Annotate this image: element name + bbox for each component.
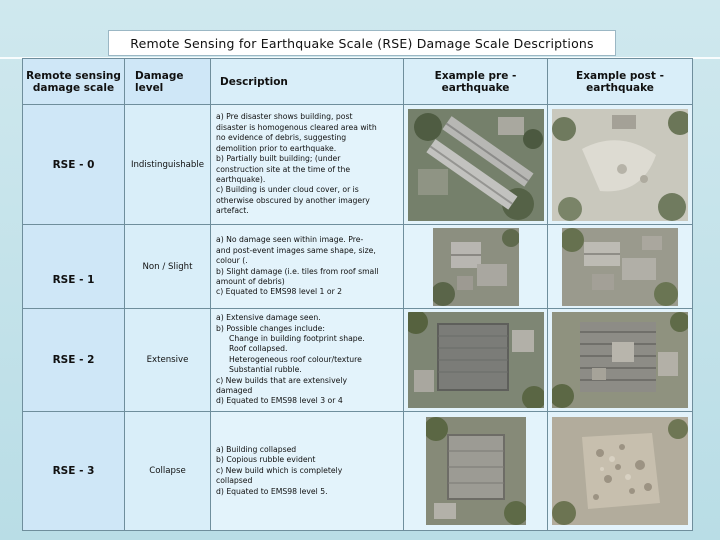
- description-line: construction site at the time of the: [216, 164, 351, 174]
- table-row-rse-2: [23, 309, 693, 412]
- post-image-cell: [548, 225, 693, 309]
- description-line: Heterogeneous roof colour/texture: [229, 354, 362, 364]
- pre-earthquake-aerial-image: [408, 109, 544, 221]
- pre-earthquake-aerial-image: [426, 417, 526, 525]
- pre-image-cell: [404, 412, 548, 531]
- damage-scale-cell: RSE - 2: [23, 309, 125, 412]
- description-line: earthquake).: [216, 174, 266, 184]
- header-pre-earthquake: Example pre - earthquake: [404, 59, 548, 105]
- description-line: demolition prior to earthquake.: [216, 143, 337, 153]
- damage-scale-cell: RSE - 3: [23, 412, 125, 531]
- description-line: collapsed: [216, 476, 253, 486]
- table-row-rse-1: [23, 225, 693, 309]
- table-row-rse-0: [23, 105, 693, 225]
- damage-level-cell: Collapse: [125, 412, 211, 531]
- post-earthquake-aerial-image: [552, 312, 688, 408]
- pre-earthquake-aerial-image: [408, 312, 544, 408]
- damage-scale-cell: RSE - 1: [23, 225, 125, 309]
- damage-scale-cell: RSE - 0: [23, 105, 125, 225]
- description-line: b) Copious rubble evident: [216, 455, 316, 465]
- header-description: Description: [211, 59, 404, 105]
- post-earthquake-aerial-image: [552, 109, 688, 221]
- description-line: Change in building footprint shape.: [229, 333, 365, 343]
- description-line: no evidence of debris, suggesting: [216, 133, 347, 143]
- damage-scale-table: [22, 58, 693, 531]
- description-line: d) Equated to EMS98 level 3 or 4: [216, 396, 343, 406]
- description-line: damaged: [216, 386, 253, 396]
- damage-level-cell: Non / Slight: [125, 225, 211, 309]
- damage-level-cell: Extensive: [125, 309, 211, 412]
- pre-image-cell: [404, 309, 548, 412]
- description-line: c) New build which is completely: [216, 465, 343, 475]
- description-line: Roof collapsed.: [229, 344, 288, 354]
- pre-image-cell: [404, 105, 548, 225]
- description-line: and post-event images same shape, size,: [216, 245, 376, 255]
- description-line: b) Slight damage (i.e. tiles from roof small: [216, 266, 379, 276]
- header-damage-scale: Remote sensing damage scale: [23, 59, 125, 105]
- description-line: c) New builds that are extensively: [216, 375, 348, 385]
- post-earthquake-aerial-image: [562, 228, 678, 306]
- page-title: Remote Sensing for Earthquake Scale (RSE) Damage Scale Descriptions: [108, 30, 616, 56]
- description-line: a) Pre disaster shows building, post: [216, 112, 353, 122]
- description-line: b) Possible changes include:: [216, 323, 325, 333]
- description-line: d) Equated to EMS98 level 5.: [216, 486, 328, 496]
- description-cell: [211, 412, 404, 531]
- description-cell: [211, 225, 404, 309]
- table-row-rse-3: [23, 412, 693, 531]
- pre-earthquake-aerial-image: [433, 228, 519, 306]
- description-cell: [211, 105, 404, 225]
- description-line: c) Equated to EMS98 level 1 or 2: [216, 287, 343, 297]
- description-line: a) No damage seen within image. Pre-: [216, 235, 364, 245]
- post-image-cell: [548, 309, 693, 412]
- description-line: c) Building is under cloud cover, or is: [216, 185, 359, 195]
- damage-level-cell: Indistinguishable: [125, 105, 211, 225]
- post-image-cell: [548, 105, 693, 225]
- description-line: a) Building collapsed: [216, 444, 297, 454]
- post-earthquake-aerial-image: [552, 417, 688, 525]
- description-line: a) Extensive damage seen.: [216, 313, 321, 323]
- description-line: Substantial rubble.: [229, 365, 302, 375]
- header-post-earthquake: Example post - earthquake: [548, 59, 693, 105]
- description-line: disaster is homogenous cleared area with: [216, 122, 377, 132]
- description-line: b) Partially built building; (under: [216, 154, 341, 164]
- description-line: amount of debris): [216, 276, 285, 286]
- post-image-cell: [548, 412, 693, 531]
- pre-image-cell: [404, 225, 548, 309]
- description-line: colour (.: [216, 256, 248, 266]
- description-line: artefact.: [216, 206, 249, 216]
- header-damage-level: Damage level: [125, 59, 211, 105]
- description-cell: [211, 309, 404, 412]
- description-line: otherwise obscured by another imagery: [216, 195, 370, 205]
